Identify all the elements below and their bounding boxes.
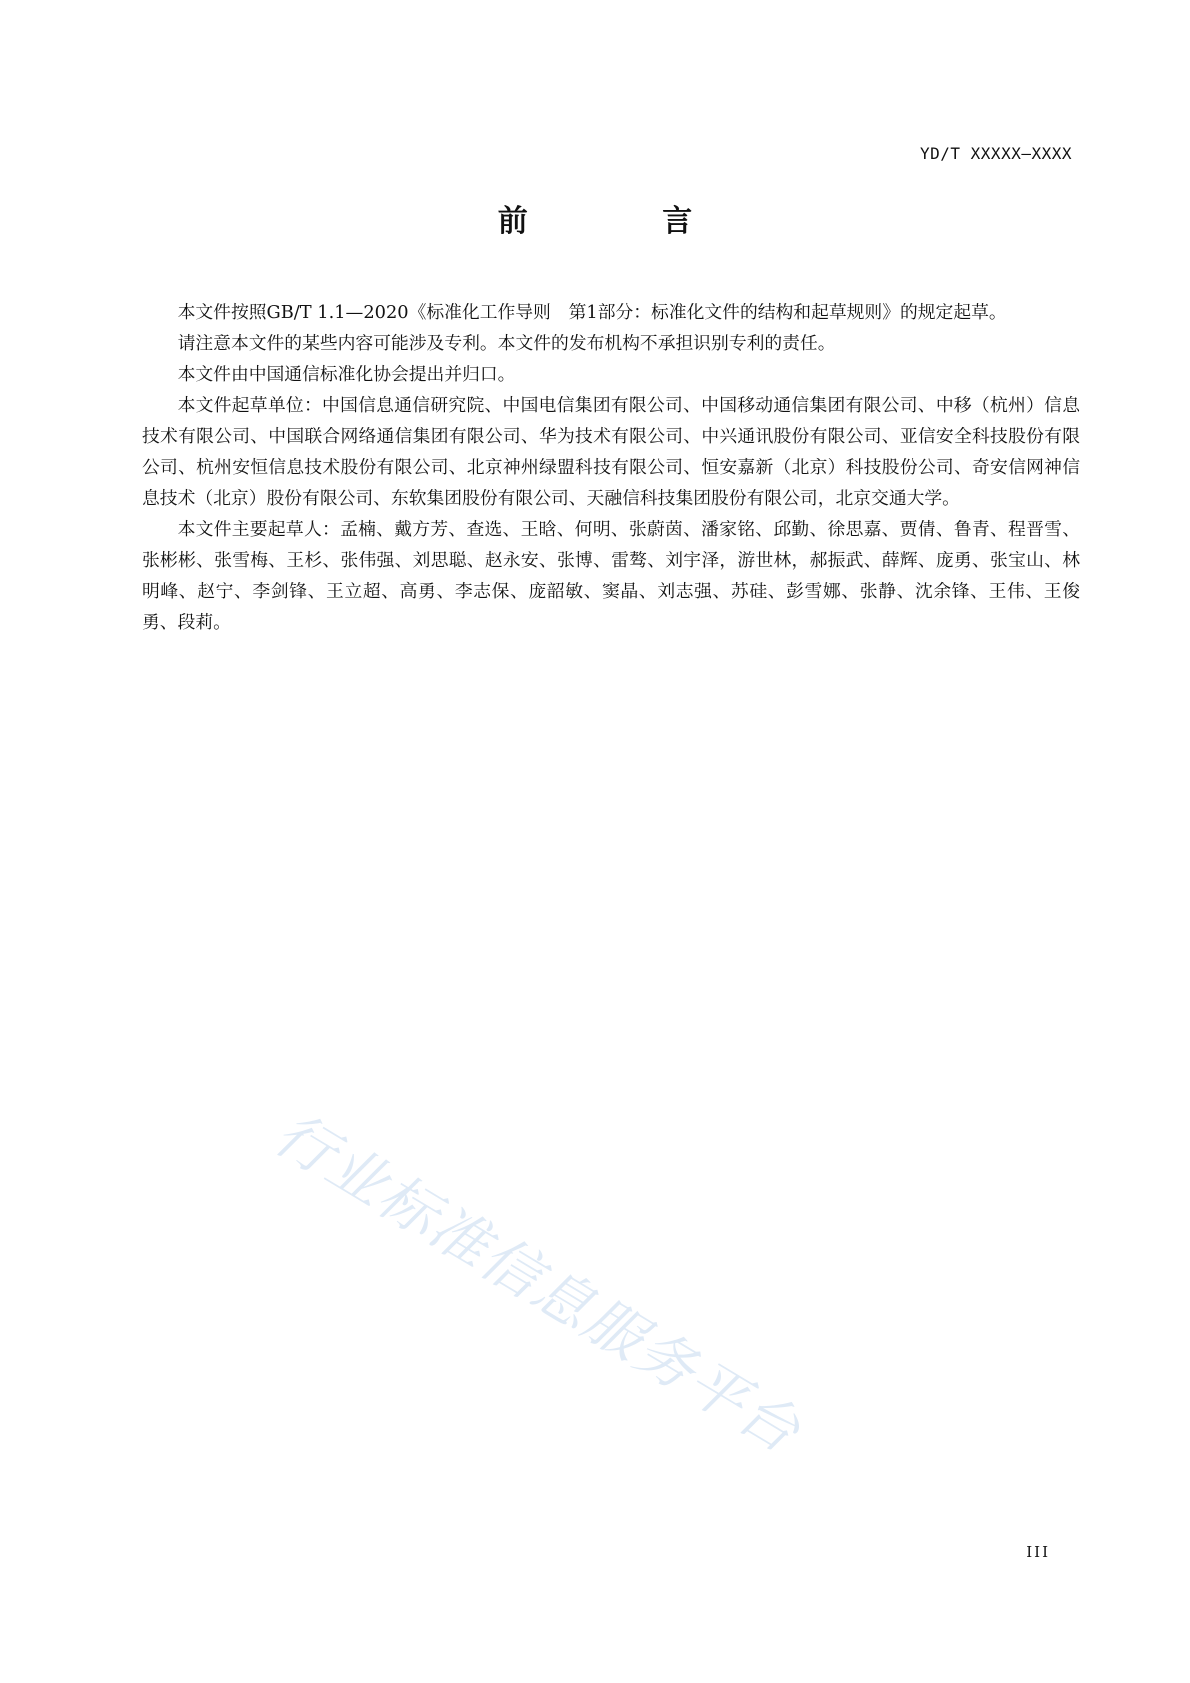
paragraph-patent-notice: 请注意本文件的某些内容可能涉及专利。本文件的发布机构不承担识别专利的责任。 [177,333,836,354]
paragraph-drafting-rules: 本文件按照GB/T 1.1—2020《标准化工作导则 第1部分：标准化文件的结构和起草规则》的规定起草。 [177,302,1007,323]
document-code: YD/T XXXXX—XXXX [920,144,1072,163]
page-number: III [1026,1543,1050,1561]
page-title: 前 言 [497,204,755,239]
paragraph-drafters: 本文件主要起草人：孟楠、戴方芳、查选、王晗、何明、张蔚茵、潘家铭、邱勤、徐思嘉、贾倩、鲁青、程晋雪、张彬彬、张雪梅、王杉、张伟强、刘思聪、赵永安、张博、雷骜、刘宇泽，游世林，郝振武、薛辉、庞勇、张宝山、林明峰、赵宁、李剑锋、王立超、高勇、李志保、庞韶敏、窦晶、刘志强、苏硅、彭雪娜、张静、沈余锋、王伟、王俊勇、段莉。 [142,519,1080,633]
paragraph-drafting-units: 本文件起草单位：中国信息通信研究院、中国电信集团有限公司、中国移动通信集团有限公司、中移（杭州）信息技术有限公司、中国联合网络通信集团有限公司、华为技术有限公司、中兴通讯股份有限公司、亚信安全科技股份有限公司、杭州安恒信息技术股份有限公司、北京神州绿盟科技有限公司、恒安嘉新（北京）科技股份公司、奇安信网神信息技术（北京）股份有限公司、东软集团股份有限公司、天融信科技集团股份有限公司，北京交通大学。 [142,395,1080,509]
preface-body [142,297,1080,638]
paragraph-proposer: 本文件由中国通信标准化协会提出并归口。 [177,364,516,385]
watermark: 行业标准信息服务平台 [263,1099,813,1467]
